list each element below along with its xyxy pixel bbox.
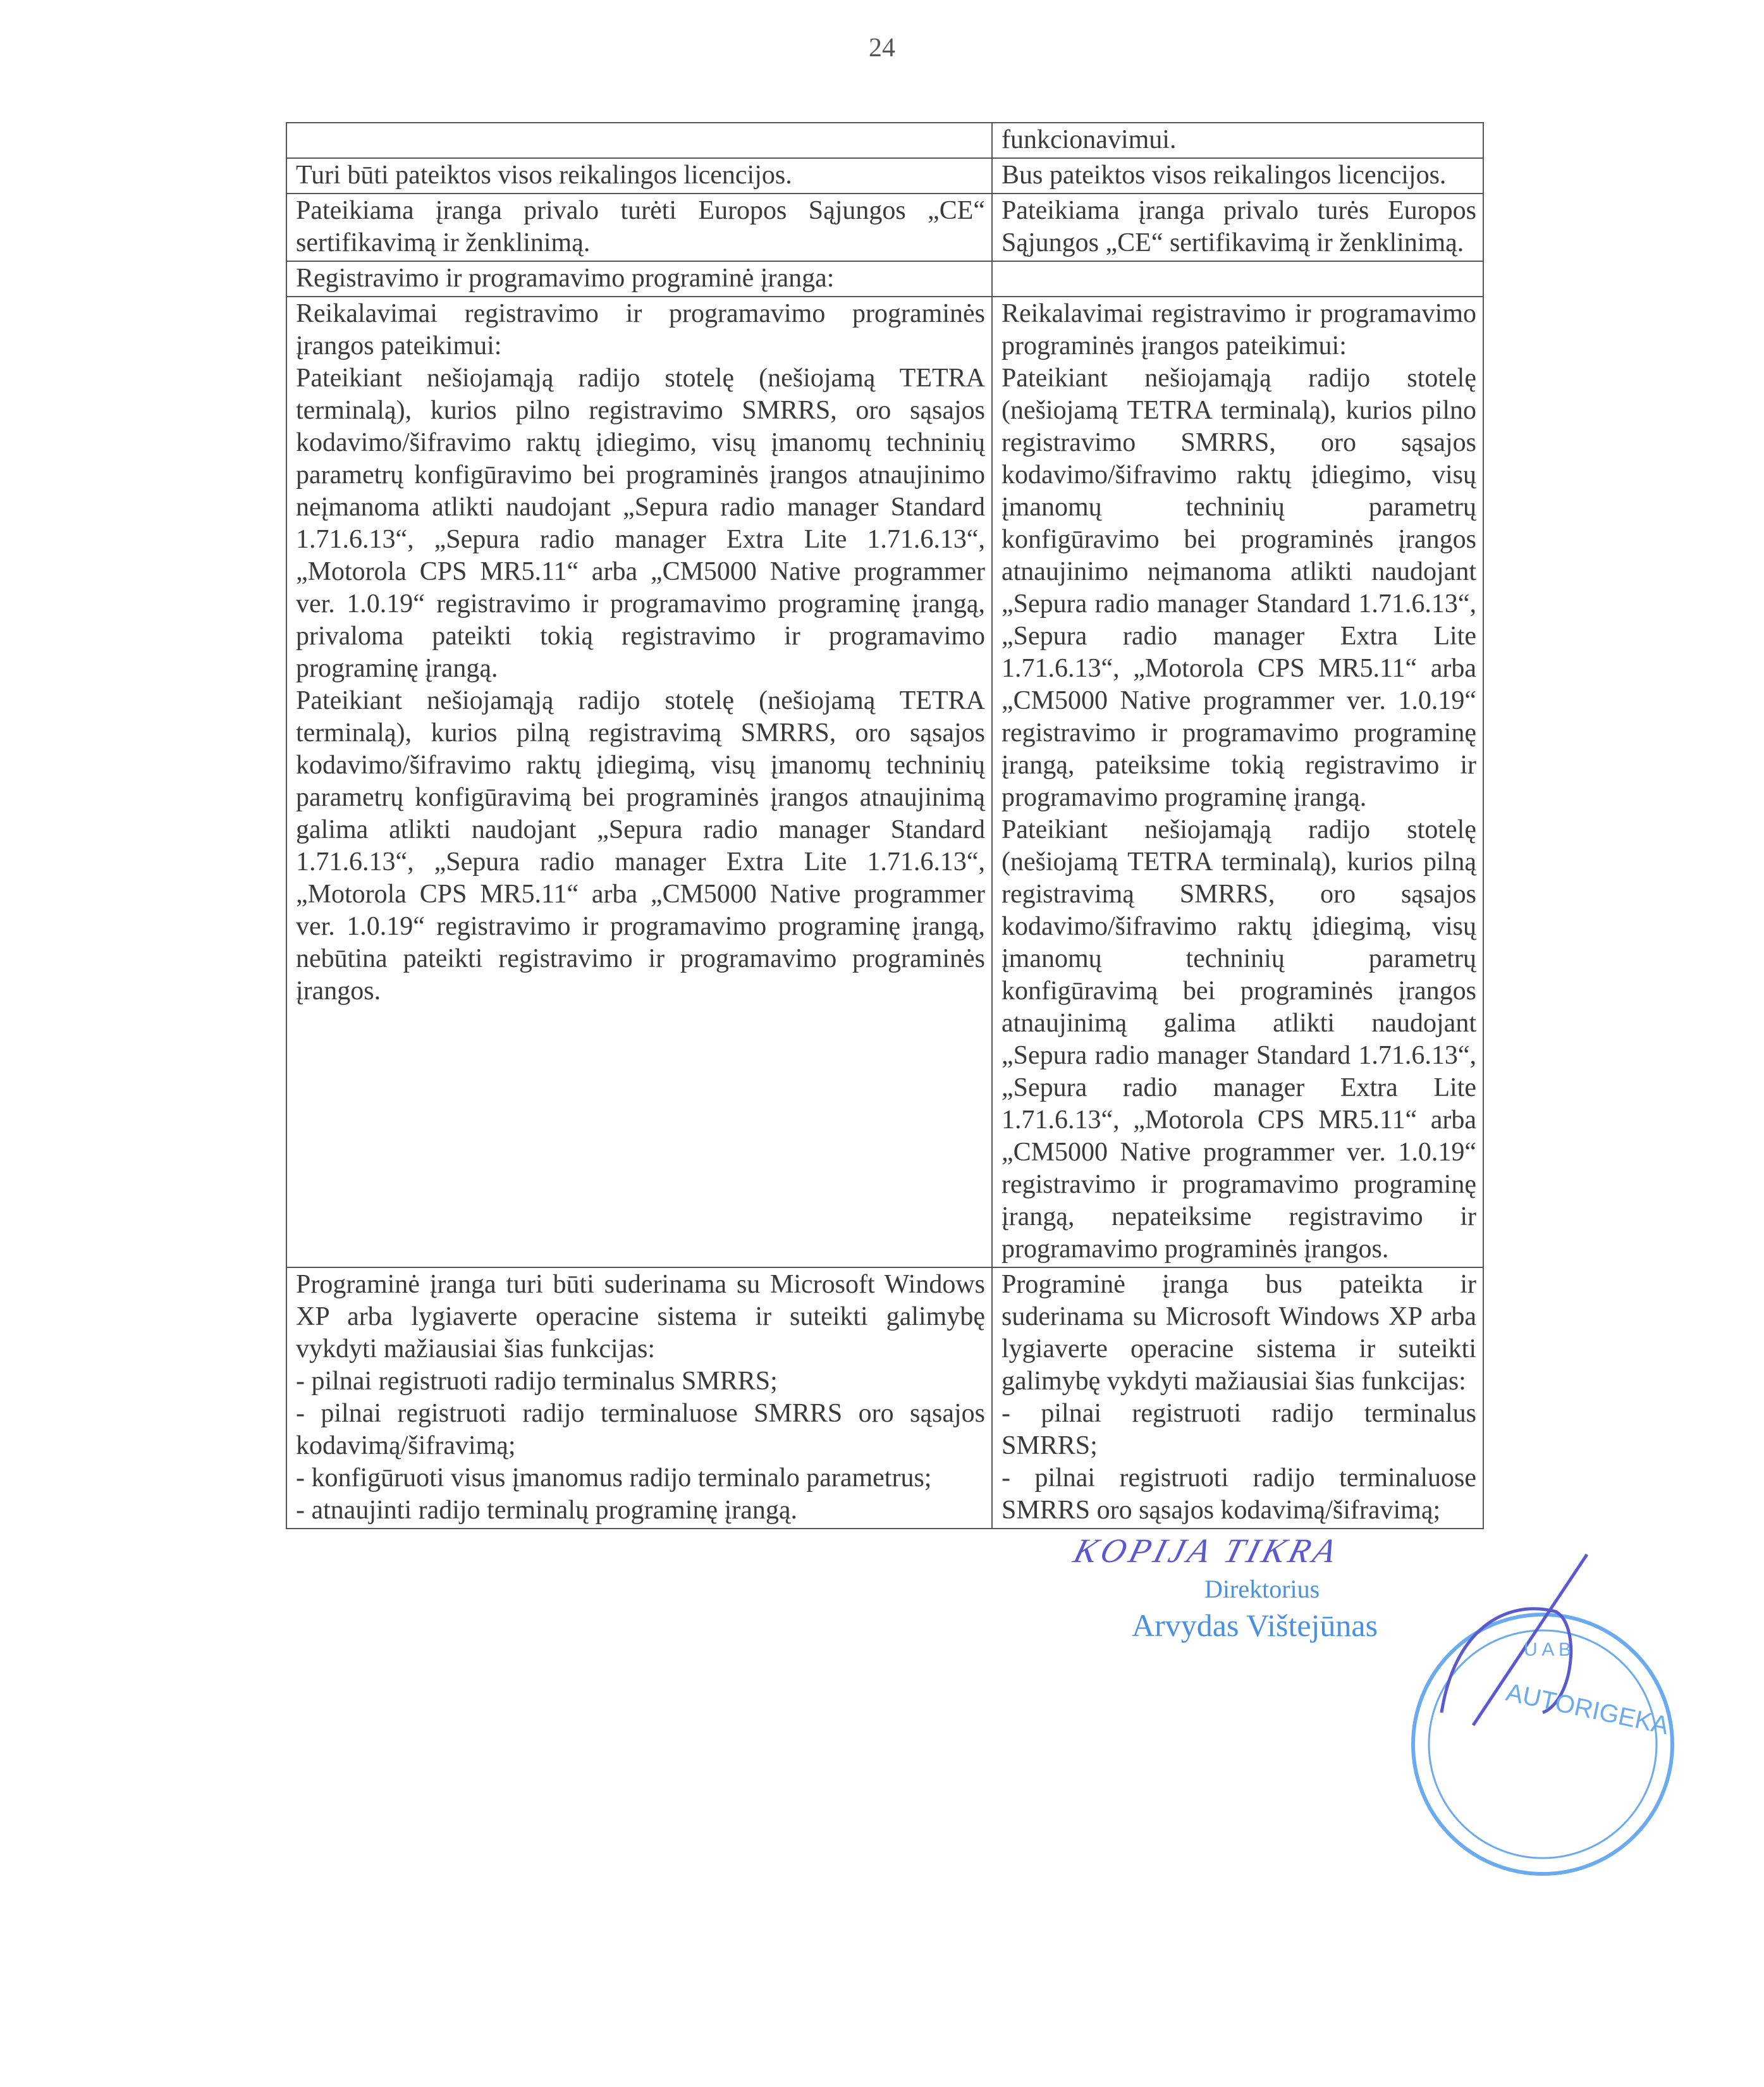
signer-name: Arvydas Vištejūnas <box>1132 1608 1378 1643</box>
table-row <box>286 261 1483 297</box>
cell-paragraph: funkcionavimui. <box>1001 125 1177 154</box>
right-cell <box>992 261 1483 297</box>
page-number: 24 <box>869 34 895 63</box>
cell-paragraph: Turi būti pateiktos visos reikalingos licencijos. <box>296 161 792 190</box>
cell-paragraph <box>296 124 985 156</box>
cell-paragraph: - pilnai registruoti radijo terminaluose SMRRS oro sąsajos kodavimą/šifravimą; <box>1001 1463 1476 1525</box>
right-cell <box>992 1267 1483 1529</box>
cell-paragraph: - pilnai registruoti radijo terminalus SMRRS; <box>296 1367 778 1396</box>
table-row <box>286 1267 1483 1529</box>
cell-paragraph: - atnaujinti radijo terminalų programinę įrangą. <box>296 1496 798 1525</box>
cell-paragraph: Pateikiant nešiojamąją radijo stotelę (nešiojamą TETRA terminalą), kurios pilno registravimo SMRRS, oro sąsajos kodavimo/šifravimo raktų įdiegimo, visų įmanomų techninių parametrų konfigūravimo bei programinės įrangos atnaujinimo neįmanoma atlikti naudojant „Sepura radio manager Standard 1.71.6.13“, „Sepura radio manager Extra Lite 1.71.6.13“, „Motorola CPS MR5.11“ arba „CM5000 Native programmer ver. 1.0.19“ registravimo ir programavimo programinę įrangą, privaloma pateikti tokią registravimo ir programavimo programinę įrangą. <box>296 364 985 683</box>
right-cell <box>992 158 1483 194</box>
left-cell <box>286 123 992 158</box>
signer-title: Direktorius <box>1204 1575 1320 1603</box>
cell-paragraph: Programinė įranga bus pateikta ir suderinama su Microsoft Windows XP arba lygiaverte operacine sistema ir suteikti galimybę vykdyti mažiausiai šias funkcijas: <box>1001 1270 1476 1396</box>
left-cell <box>286 1267 992 1529</box>
cell-paragraph: Bus pateiktos visos reikalingos licencijos. <box>1001 161 1447 190</box>
table-row <box>286 123 1483 158</box>
left-cell <box>286 261 992 297</box>
cell-paragraph: Reikalavimai registravimo ir programavimo programinės įrangos pateikimui: <box>1001 299 1476 360</box>
cell-paragraph: Registravimo ir programavimo programinė įranga: <box>296 264 835 293</box>
cell-paragraph: Pateikiant nešiojamąją radijo stotelę (nešiojamą TETRA terminalą), kurios pilno registravimo SMRRS, oro sąsajos kodavimo/šifravimo raktų įdiegimo, visų įmanomų techninių parametrų konfigūravimo bei programinės įrangos atnaujinimo neįmanoma atlikti naudojant „Sepura radio manager Standard 1.71.6.13“, „Sepura radio manager Extra Lite 1.71.6.13“, „Motorola CPS MR5.11“ arba „CM5000 Native programmer ver. 1.0.19“ registravimo ir programavimo programinę įrangą, pateiksime tokią registravimo ir programavimo programinę įrangą. <box>1001 364 1476 812</box>
cell-paragraph <box>1001 262 1476 295</box>
cell-paragraph: - pilnai registruoti radijo terminalus SMRRS; <box>1001 1399 1476 1460</box>
cell-paragraph: Pateikiama įranga privalo turės Europos Sąjungos „CE“ sertifikavimą ir ženklinimą. <box>1001 196 1476 257</box>
cell-paragraph: Reikalavimai registravimo ir programavimo programinės įrangos pateikimui: <box>296 299 985 360</box>
right-cell <box>992 123 1483 158</box>
svg-text:U A B: U A B <box>1524 1639 1572 1660</box>
right-cell <box>992 297 1483 1267</box>
cell-paragraph: Pateikiama įranga privalo turėti Europos Sąjungos „CE“ sertifikavimą ir ženklinimą. <box>296 196 985 257</box>
signature-block <box>0 1529 1672 1740</box>
left-cell <box>286 158 992 194</box>
right-cell <box>992 194 1483 261</box>
requirements-table <box>286 122 1484 1529</box>
left-cell <box>286 297 992 1267</box>
cell-paragraph: Programinė įranga turi būti suderinama su Microsoft Windows XP arba lygiaverte operacine sistema ir suteikti galimybę vykdyti mažiausiai šias funkcijas: <box>296 1270 985 1364</box>
table-row <box>286 158 1483 194</box>
svg-text:AUTORIGEKA: AUTORIGEKA <box>1504 1678 1672 1740</box>
table-row <box>286 194 1483 261</box>
cell-paragraph: - pilnai registruoti radijo terminaluose SMRRS oro sąsajos kodavimą/šifravimą; <box>296 1399 985 1460</box>
cell-paragraph: Pateikiant nešiojamąją radijo stotelę (nešiojamą TETRA terminalą), kurios pilną registravimą SMRRS, oro sąsajos kodavimo/šifravimo raktų įdiegimą, visų įmanomų techninių parametrų konfigūravimą bei programinės įrangos atnaujinimą galima atlikti naudojant „Sepura radio manager Standard 1.71.6.13“, „Sepura radio manager Extra Lite 1.71.6.13“, „Motorola CPS MR5.11“ arba „CM5000 Native programmer ver. 1.0.19“ registravimo ir programavimo programinę įrangą, nebūtina pateikti registravimo ir programavimo programinės įrangos. <box>296 686 985 1006</box>
cell-paragraph: - konfigūruoti visus įmanomus radijo terminalo parametrus; <box>296 1463 932 1493</box>
cell-paragraph: Pateikiant nešiojamąją radijo stotelę (nešiojamą TETRA terminalą), kurios pilną registravimą SMRRS, oro sąsajos kodavimo/šifravimo raktų įdiegimą, visų įmanomų techninių parametrų konfigūravimą bei programinės įrangos atnaujinimą galima atlikti naudojant „Sepura radio manager Standard 1.71.6.13“, „Sepura radio manager Extra Lite 1.71.6.13“, „Motorola CPS MR5.11“ arba „CM5000 Native programmer ver. 1.0.19“ registravimo ir programavimo programinę įrangą, nepateiksime registravimo ir programavimo programinės įrangos. <box>1001 815 1476 1264</box>
left-cell <box>286 194 992 261</box>
table-row <box>286 297 1483 1267</box>
handwritten-certification: KOPIJA TIKRA <box>1069 1532 1344 1570</box>
